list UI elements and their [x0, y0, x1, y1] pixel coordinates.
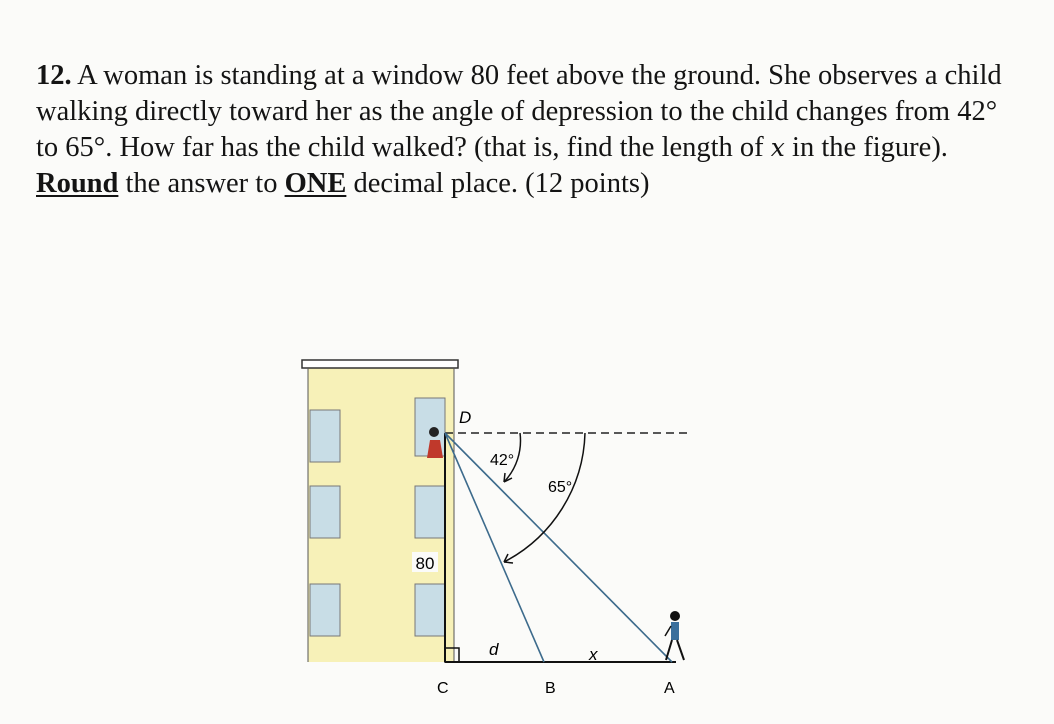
question-text-part-4: decimal place. (12 points) — [346, 168, 650, 199]
window — [415, 486, 445, 538]
question-text-part-3: the answer to — [118, 168, 285, 199]
window — [310, 584, 340, 636]
label-segment-d: d — [489, 640, 499, 659]
question-text-part-1: A woman is standing at a window 80 feet above the ground. She observes a child walking directly toward her as the angle of depression to the child changes from 42° to 65°. How far has the child walked? (that is, find the length of — [36, 60, 1002, 163]
question-text-part-2: in the figure). — [784, 132, 948, 163]
angle-label-65: 65° — [548, 479, 573, 496]
sightline-to-a — [445, 433, 672, 662]
building-roof — [302, 360, 458, 368]
angle-label-42: 42° — [490, 452, 515, 469]
emphasis-one: ONE — [284, 168, 347, 199]
variable-x: x — [770, 133, 785, 162]
window — [415, 584, 445, 636]
child-icon — [665, 611, 684, 660]
label-segment-x: x — [589, 645, 598, 664]
label-b: B — [545, 680, 556, 697]
question-number: 12. — [36, 60, 72, 91]
label-c: C — [437, 680, 449, 697]
label-d: D — [459, 408, 472, 427]
window — [310, 486, 340, 538]
label-a: A — [664, 680, 675, 697]
angle-arc-65 — [504, 433, 585, 562]
height-label: 80 — [415, 554, 435, 573]
emphasis-round: Round — [36, 168, 119, 199]
window — [310, 410, 340, 462]
